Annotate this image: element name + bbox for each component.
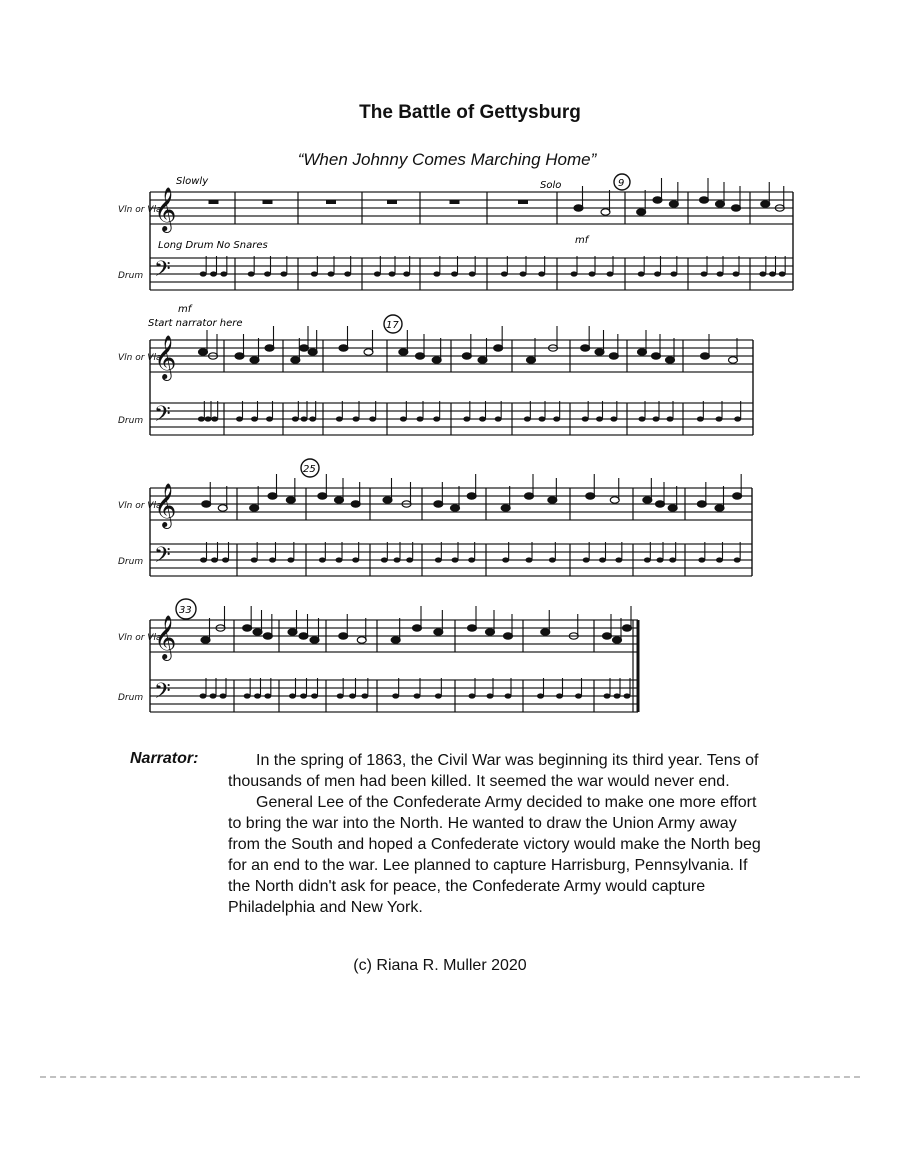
violin-staff-label: Vln or Vla	[118, 633, 162, 643]
copyright-notice: (c) Riana R. Muller 2020	[353, 957, 527, 974]
treble-clef-icon: 𝄞	[154, 483, 177, 527]
tempo-marking: Slowly	[176, 176, 209, 187]
rehearsal-mark-33	[176, 599, 196, 619]
treble-clef-icon: 𝄞	[154, 187, 177, 231]
violin-staff-label: Vln or Vla	[118, 353, 162, 363]
staff-system	[118, 606, 638, 712]
bass-clef-icon: 𝄢	[154, 543, 171, 573]
svg-text:17: 17	[386, 320, 399, 331]
svg-text:33: 33	[179, 605, 192, 616]
rehearsal-mark-25	[301, 459, 319, 477]
staff-system	[118, 326, 753, 435]
rehearsal-mark-17	[384, 315, 402, 333]
narrator-text	[228, 750, 773, 918]
narrator-label: Narrator:	[130, 750, 199, 767]
drum-staff-label: Drum	[118, 416, 144, 426]
page-dashed-rule	[40, 1076, 860, 1080]
bass-clef-icon: 𝄢	[154, 402, 171, 432]
treble-clef-icon: 𝄞	[154, 335, 177, 379]
rehearsal-mark-9	[614, 174, 630, 190]
staff-system	[118, 178, 793, 290]
svg-text:9: 9	[618, 178, 625, 189]
bass-clef-icon: 𝄢	[154, 257, 171, 287]
narrator-paragraph-2: General Lee of the Confederate Army decided to make one more effort to bring the war into the North. He wanted to draw the Union Army away from the South and hoped a Confederate victory would make the North beg for an end to the war. Lee planned to capture Harrisburg, Pennsylvania. If the North didn't ask for peace, the Confederate Army would capture Philadelphia and New York.	[228, 794, 761, 916]
drum-staff-label: Drum	[118, 271, 144, 281]
drum-staff-label: Drum	[118, 557, 144, 567]
violin-staff-label: Vln or Vla	[118, 501, 162, 511]
violin-staff-label: Vln or Vla	[118, 205, 162, 215]
song-subtitle: “When Johnny Comes Marching Home”	[297, 150, 597, 169]
drum-dynamic-marking: mf	[178, 304, 192, 315]
staff-system	[118, 474, 752, 576]
drum-staff-label: Drum	[118, 693, 144, 703]
drum-instruction: Long Drum No Snares	[158, 240, 268, 251]
narrator-cue: Start narrator here	[148, 318, 243, 329]
dynamic-marking: mf	[575, 235, 589, 246]
svg-text:25: 25	[303, 464, 316, 475]
narrator-paragraph-1: In the spring of 1863, the Civil War was beginning its third year. Tens of thousands of men had been killed. It seemed the war would never end.	[228, 752, 759, 790]
solo-marking: Solo	[540, 180, 562, 191]
treble-clef-icon: 𝄞	[154, 615, 177, 659]
page-title: The Battle of Gettysburg	[359, 102, 581, 123]
bass-clef-icon: 𝄢	[154, 679, 171, 709]
